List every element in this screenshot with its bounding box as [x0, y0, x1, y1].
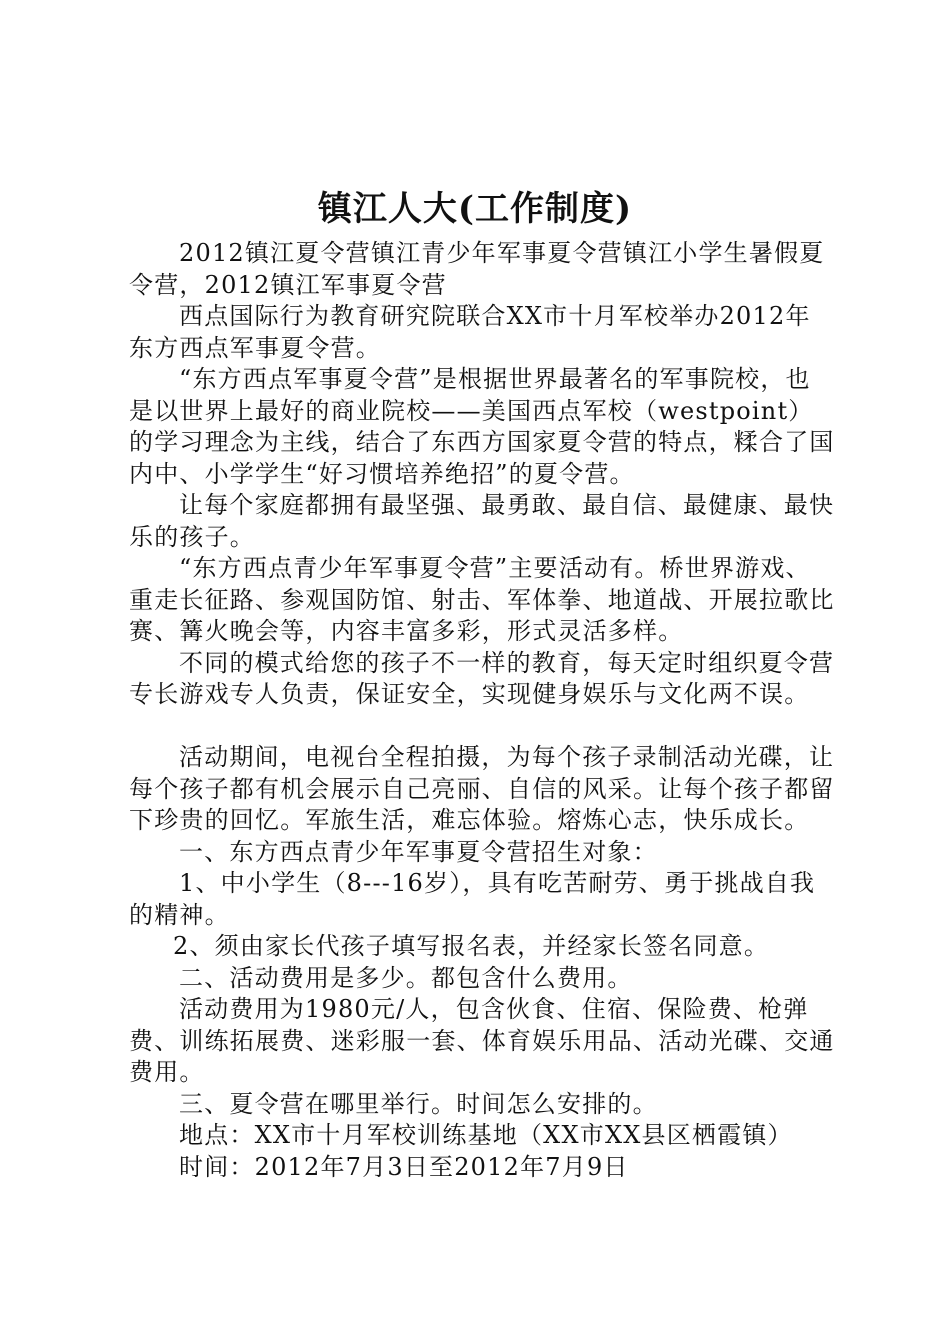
paragraph-enrollment-2: 2、须由家长代孩子填写报名表，并经家长签名同意。: [173, 932, 770, 960]
document-body: [129, 238, 835, 1183]
paragraph-concept: “东方西点军事夏令营”是根据世界最著名的军事院校，也是以世界上最好的商业院校——美国西点军校（westpoint）的学习理念为主线，结合了东西方国家夏令营的特点，糅合了国内中、小学学生“好习惯培养绝招”的夏令营。: [129, 365, 835, 488]
paragraph-spacer: [129, 711, 835, 743]
section-heading-location: 三、夏令营在哪里举行。时间怎么安排的。: [179, 1089, 658, 1118]
paragraph-intro: 2012镇江夏令营镇江青少年军事夏令营镇江小学生暑假夏令营，2012镇江军事夏令营: [129, 239, 825, 299]
paragraph-location: 地点：XX市十月军校训练基地（XX市XX县区栖霞镇）: [179, 1121, 793, 1149]
paragraph-filming: 活动期间，电视台全程拍摄，为每个孩子录制活动光碟，让每个孩子都有机会展示自己亮丽、自信的风采。让每个孩子都留下珍贵的回忆。军旅生活，难忘体验。熔炼心志，快乐成长。: [129, 743, 835, 834]
paragraph-education: 不同的模式给您的孩子不一样的教育，每天定时组织夏令营专长游戏专人负责，保证安全，实现健身娱乐与文化两不误。: [129, 648, 835, 708]
section-heading-enrollment: 一、东方西点青少年军事夏令营招生对象：: [179, 837, 658, 866]
paragraph-activities: “东方西点青少年军事夏令营”主要活动有。桥世界游戏、重走长征路、参观国防馆、射击、军体拳、地道战、开展拉歌比赛、篝火晚会等，内容丰富多彩，形式灵活多样。: [129, 554, 835, 645]
document-title: 镇江人大(工作制度): [317, 189, 633, 229]
paragraph-enrollment-1: 1、中小学生（8---16岁），具有吃苦耐劳、勇于挑战自我的精神。: [129, 869, 816, 929]
paragraph-goal: 让每个家庭都拥有最坚强、最勇敢、最自信、最健康、最快乐的孩子。: [129, 491, 835, 551]
paragraph-fees: 活动费用为1980元/人，包含伙食、住宿、保险费、枪弹费、训练拓展费、迷彩服一套、体育娱乐用品、活动光碟、交通费用。: [129, 995, 835, 1086]
paragraph-time: 时间：2012年7月3日至2012年7月9日: [179, 1152, 629, 1181]
section-heading-fees: 二、活动费用是多少。都包含什么费用。: [179, 963, 633, 992]
paragraph-organizer: 西点国际行为教育研究院联合XX市十月军校举办2012年东方西点军事夏令营。: [129, 302, 811, 362]
